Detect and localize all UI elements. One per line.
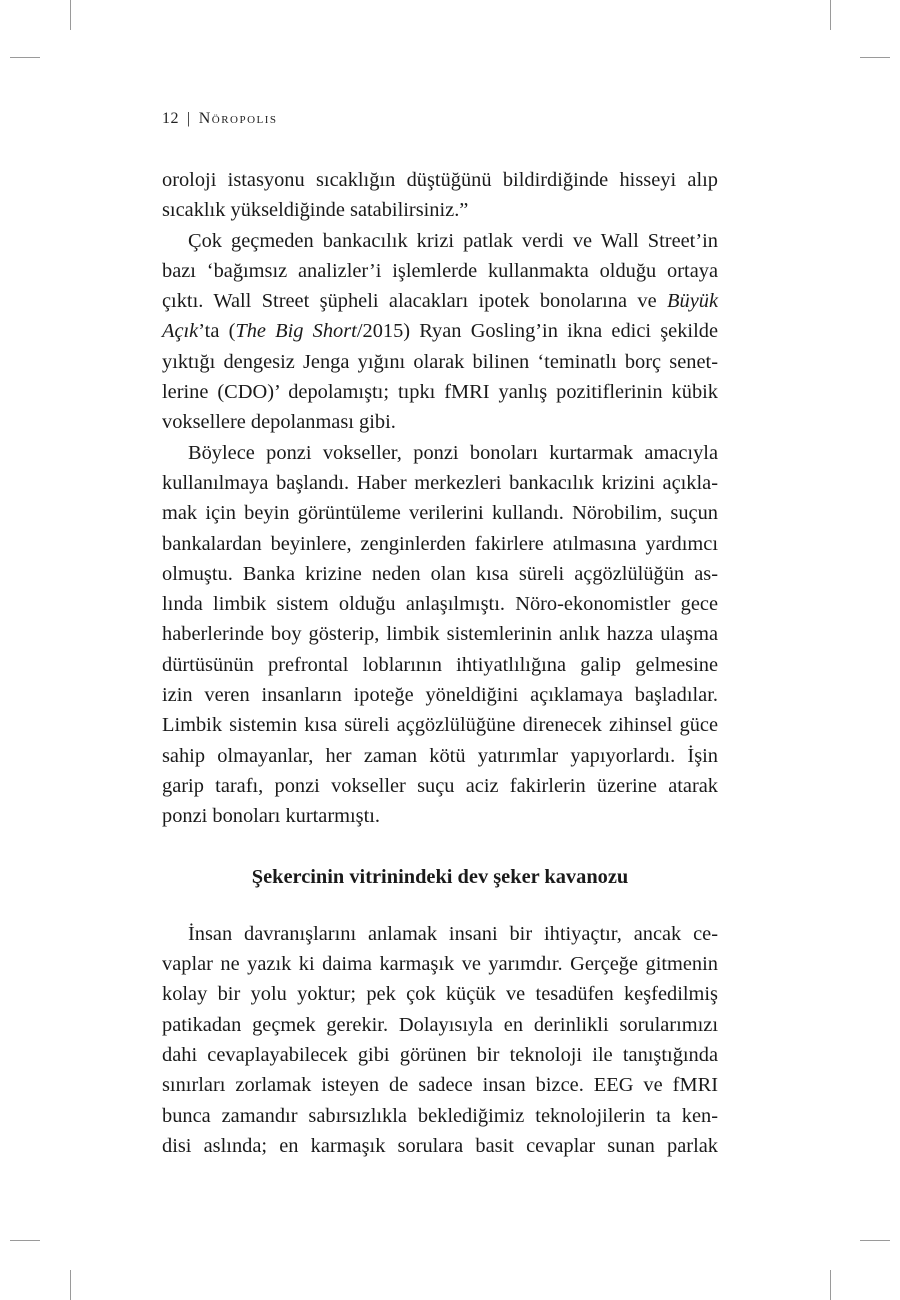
text-line: İnsan davranışlarını anlamak insani bir ihtiyaçtır, ancak ce- — [188, 922, 718, 945]
text-line: Limbik sistemin kısa süreli açgözlülüğüne direnecek zihinsel güce — [162, 714, 718, 737]
crop-mark-bottom-left-horizontal — [10, 1240, 40, 1241]
text-line: yıktığı dengesiz Jenga yığını olarak bilinen ‘teminatlı borç senet- — [162, 350, 718, 373]
section-heading: Şekercinin vitrinindeki dev şeker kavanozu — [251, 865, 629, 888]
page-number: 12 — [162, 110, 179, 127]
text-line: izin veren insanların ipoteğe yöneldiğini açıklamaya başladılar. — [162, 684, 718, 707]
text-line: vaplar ne yazık ki daima karmaşık ve yarımdır. Gerçeğe gitmenin — [162, 953, 718, 976]
crop-mark-bottom-right-vertical — [830, 1270, 831, 1300]
crop-mark-bottom-right-horizontal — [860, 1240, 890, 1241]
book-title: Nöropolis — [198, 110, 278, 127]
page-body — [162, 165, 718, 1161]
text-line — [162, 316, 718, 346]
text-line: garip tarafı, ponzi vokseller suçu aciz fakirlerin üzerine atarak — [162, 774, 718, 797]
italic-film-title-tr-part2: Açık — [162, 320, 199, 343]
italic-film-title-tr-part1: Büyük — [667, 290, 718, 313]
text-line: kolay bir yolu yoktur; pek çok küçük ve tesadüfen keşfedilmiş — [162, 983, 718, 1006]
crop-mark-top-left-horizontal — [10, 57, 40, 58]
header-separator: | — [187, 110, 191, 127]
text-line: oroloji istasyonu sıcaklığın düştüğünü bildirdiğinde hisseyi alıp — [162, 169, 718, 191]
text-line: dürtüsünün prefrontal loblarının ihtiyatlılığına galip gelmesine — [162, 653, 718, 676]
crop-mark-top-left-vertical — [70, 0, 71, 30]
text-line: haberlerinde boy gösterip, limbik sistemlerinin anlık hazza ulaşma — [162, 623, 718, 646]
running-header — [162, 110, 278, 128]
italic-film-title-en: The Big Short — [235, 320, 357, 343]
text-line: bankalardan beyinlere, zenginlerden fakirlere atılmasına yardımcı — [162, 532, 718, 555]
text-line: sıcaklık yükseldiğinde satabilirsiniz.” — [162, 199, 469, 222]
text-line: sahip olmayanlar, her zaman kötü yatırımlar yapıyorlardı. İşin — [162, 744, 718, 767]
text-fragment: ’ta ( — [198, 320, 236, 343]
paragraph-human-behavior — [162, 919, 718, 1161]
text-line: Çok geçmeden bankacılık krizi patlak verdi ve Wall Street’in — [188, 229, 718, 252]
text-line: disi aslında; en karmaşık sorulara basit cevaplar sunan parlak — [162, 1134, 718, 1157]
paragraph-continuation — [162, 165, 718, 226]
crop-mark-bottom-left-vertical — [70, 1270, 71, 1300]
text-line: olmuştu. Banka krizine neden olan kısa süreli açgözlülüğün as- — [162, 562, 718, 585]
text-line: sınırları zorlamak isteyen de sadece insan bizce. EEG ve fMRI — [162, 1074, 718, 1097]
text-fragment: çıktı. Wall Street şüpheli alacakları ipotek bonolarına ve — [162, 290, 668, 313]
text-line: bazı ‘bağımsız analizler’i işlemlerde kullanmakta olduğu ortaya — [162, 259, 718, 282]
text-line: patikadan geçmek gerekir. Dolayısıyla en derinlikli sorularımızı — [162, 1013, 718, 1036]
paragraph-banking-crisis — [162, 226, 718, 438]
paragraph-ponzi-voxels — [162, 438, 718, 832]
text-fragment: /2015) Ryan Gosling’in ikna edici şekilde — [356, 320, 718, 343]
text-line: ponzi bonoları kurtarmıştı. — [162, 805, 381, 828]
text-line: voksellere depolanması gibi. — [162, 411, 396, 434]
text-line: Böylece ponzi vokseller, ponzi bonoları kurtarmak amacıyla — [188, 441, 718, 464]
crop-mark-top-right-vertical — [830, 0, 831, 30]
crop-mark-top-right-horizontal — [860, 57, 890, 58]
text-line: lerine (CDO)’ depolamıştı; tıpkı fMRI yanlış pozitiflerinin kübik — [162, 381, 718, 404]
text-line: kullanılmaya başlandı. Haber merkezleri bankacılık krizini açıkla- — [162, 471, 718, 494]
text-line: mak için beyin görüntüleme verilerini kullandı. Nörobilim, suçun — [162, 502, 718, 525]
text-line: bunca zamandır sabırsızlıkla beklediğimiz teknolojilerin ta ken- — [162, 1104, 718, 1127]
text-line: lında limbik sistem olduğu anlaşılmıştı. Nöro-ekonomistler gece — [162, 593, 718, 616]
text-line — [162, 286, 718, 316]
text-line: dahi cevaplayabilecek gibi görünen bir teknoloji ile tanıştığında — [162, 1044, 718, 1067]
